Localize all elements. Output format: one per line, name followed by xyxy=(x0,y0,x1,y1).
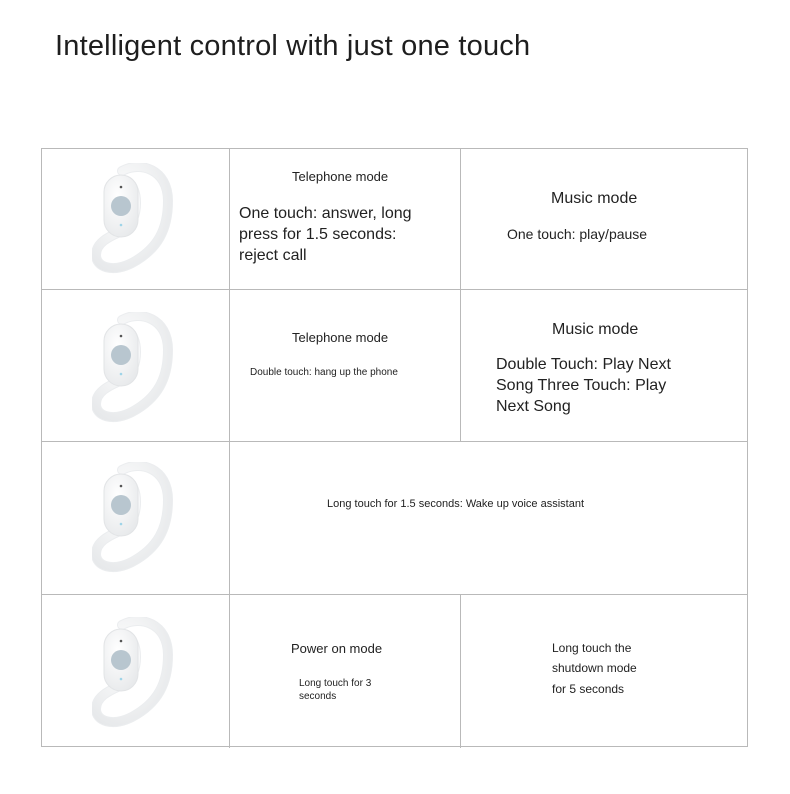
earbud-icon xyxy=(92,617,182,732)
telephone-mode-heading: Telephone mode xyxy=(292,169,389,184)
shutdown-text: Long touch the shutdown mode for 5 seconds xyxy=(552,641,637,696)
earbud-icon xyxy=(92,462,182,577)
music-mode-heading: Music mode xyxy=(552,321,639,338)
voice-assistant-text: Long touch for 1.5 seconds: Wake up voice assistant xyxy=(327,498,585,510)
music-mode-text: Double Touch: Play Next Song Three Touch: Play Next Song xyxy=(496,356,671,415)
table-row xyxy=(42,149,749,289)
music-mode-heading: Music mode xyxy=(551,190,638,207)
table-row xyxy=(42,290,749,441)
power-on-heading: Power on mode xyxy=(291,641,383,656)
telephone-mode-text: One touch: answer, long press for 1.5 seconds: reject call xyxy=(239,205,412,264)
table-row xyxy=(42,442,749,594)
music-mode-text: One touch: play/pause xyxy=(507,226,648,242)
earbud-icon xyxy=(92,163,182,278)
power-on-text: Long touch for 3 seconds xyxy=(299,678,372,702)
earbud-icon xyxy=(92,312,182,427)
table-row xyxy=(42,595,749,748)
telephone-mode-text: Double touch: hang up the phone xyxy=(250,367,398,378)
page-title: Intelligent control with just one touch xyxy=(55,30,531,62)
telephone-mode-heading: Telephone mode xyxy=(292,330,389,345)
control-table xyxy=(41,148,748,747)
